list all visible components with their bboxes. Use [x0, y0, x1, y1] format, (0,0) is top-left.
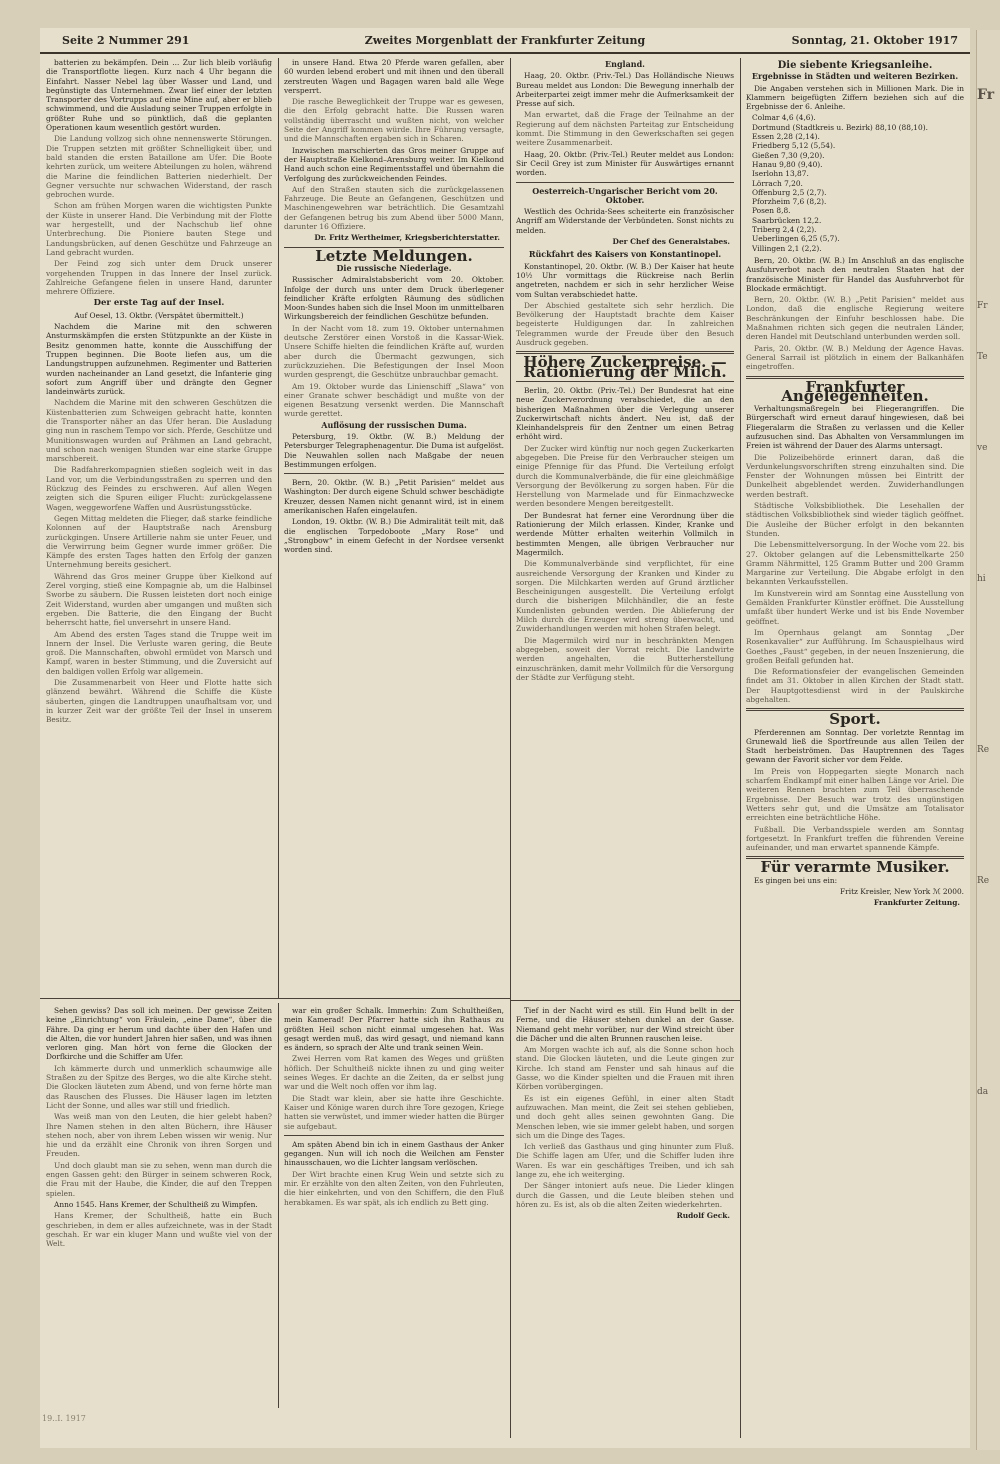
news-item: London, 19. Oktbr. (W. B.) Die Admiralität teilt mit, daß die englischen Torpedoboote „Mary Rose“ und „Strongbow“ in einem Gefecht in der Nordsee versenkt worden sind.: [284, 517, 504, 555]
author-signature: Dr. Fritz Wertheimer, Kriegsberichterstatter.: [314, 233, 500, 243]
section-heading: Höhere Zuckerpreise. — Rationierung der Milch.: [523, 353, 727, 381]
donation-intro: Es gingen bei uns ein:: [754, 875, 838, 885]
donation-signature: Frankfurter Zeitung.: [873, 898, 960, 908]
news-item: Haag, 20. Oktbr. (Priv.-Tel.) Das Holländische Nieuws Bureau meldet aus London: Die Bewegung innerhalb der Arbeiterpartei zeigt immer mehr die Aufmerksamkeit der Presse auf sich.: [516, 71, 734, 109]
list-item: Ueberlingen 6,25 (5,7).: [752, 234, 840, 244]
list-item: Essen 2,28 (2,14).: [752, 132, 820, 142]
list-item: Colmar 4,6 (4,6).: [752, 113, 816, 123]
list-item: Hanau 9,80 (9,40).: [752, 159, 823, 169]
edge-text: Re: [977, 745, 990, 755]
loan-results-list: [752, 113, 964, 252]
section-heading: Oesterreich-Ungarischer Bericht vom 20. Oktober.: [532, 185, 718, 205]
news-item: Konstantinopel, 20. Oktbr. (W. B.) Der Kaiser hat heute 10½ Uhr vormittags die Rückreise nach Berlin angetreten, nachdem er sich in sehr herzlicher Weise vom Sultan verabschiedet hatte.: [516, 261, 734, 299]
feuilleton-col-1: Sehen gewiss? Das soll ich meinen. Der gewisse Zeiten keine „Einrichtung“ von Fräulein, „eine Dame“, über die Fähre. Da ging er herum und dachte über den Hafen und die Alten, die vor hundert Jahren hier saßen, und was ihnen verloren ging. Man hört von ferne die Glocken der Dorfkirche und die Schiffer am Ufer. Ich kämmerte durch und unmerklich schaumwige alle Straßen zu der Spitze des Berges, wo die alte Kirche steht. Die Glocken läuteten zum Abend, und von ferne hörte man das Rauschen des Flusses. Die Häuser lagen im letzten Licht der Sonne, und alles war still und friedlich. Was weiß man von den Leuten, die hier gelebt haben? Ihre Namen stehen in den alten Büchern, ihre Häuser stehen noch, aber von ihrem Leben wissen wir wenig. Nur hie und da erzählt eine Chronik von ihren Sorgen und Freuden. Und doch glaubt man sie zu sehen, wenn man durch die engen Gassen geht: den Bürger in seinem schweren Rock, die Frau mit der Haube, die Kinder, die auf den Treppen spielen. Anno 1545. Hans Kremer, der Schultheiß zu Wimpfen. Hans Kremer, der Schultheiß, hatte ein Buch geschrieben, in dem er alles aufzeichnete, was in der Stadt geschah. Er war ein kluger Mann und wußte viel von der Welt.: [46, 1006, 272, 1249]
newspaper-page: [40, 28, 970, 1448]
article-heading: Der erste Tag auf der Insel.: [93, 298, 225, 309]
issue-date: Sonntag, 21. Oktober 1917: [791, 34, 958, 47]
news-item: Russischer Admiralstabsbericht vom 20. Oktober. Infolge der durch uns unter dem Druck überlegener feindlicher Kräfte erfolgten Räumung des südlichen Moon-Sundes haben sich die Insel Moon im unmittelbaren Wirkungsbereich der feindlichen Geschütze befunden.: [284, 275, 504, 322]
list-item: Dortmund (Stadtkreis u. Bezirk) 88,10 (88,10).: [752, 122, 928, 132]
section-heading: Rückfahrt des Kaisers von Konstantinopel.: [528, 249, 722, 260]
section-subheading: Auflösung der russischen Duma.: [321, 419, 467, 430]
section-heading: Sport.: [829, 710, 881, 729]
list-item: Iserlohn 13,87.: [752, 169, 809, 179]
news-item: Bern, 20. Oktbr. (W. B.) Im Anschluß an das englische Ausfuhrverbot nach den neutralen Staaten hat der französische Minister für Handel das Ausfuhrverbot für Blockade ermächtigt.: [746, 255, 964, 293]
news-item: Der Bundesrat hat ferner eine Verordnung über die Rationierung der Milch erlassen. Kinder, Kranke und werdende Mütter erhalten weiterhin Vollmilch in bestimmten Mengen, alle übrigen Verbraucher nur Magermilch.: [516, 510, 734, 557]
sport-news: Pferderennen am Sonntag. Der vorletzte Renntag im Grunewald ließ die Sportfreunde aus allen Teilen der Stadt herbeiströmen. Das Hauptrennen des Tages gewann der Favorit sicher vor dem Felde.: [746, 727, 964, 765]
author-signature: Der Chef des Generalstabes.: [612, 237, 730, 247]
author-signature: Rudolf Geck.: [676, 1211, 730, 1221]
list-item: Friedberg 5,12 (5,54).: [752, 141, 836, 151]
edge-text: Fr: [977, 301, 988, 311]
list-item: Pforzheim 7,6 (8,2).: [752, 197, 827, 207]
section-heading: England.: [605, 59, 645, 69]
news-item: Petersburg, 19. Oktbr. (W. B.) Meldung der Petersburger Telegraphenagentur. Die Duma ist aufgelöst. Die Neuwahlen sollen nach Maßgabe der neuen Bestimmungen erfolgen.: [284, 431, 504, 469]
list-item: Gießen 7,30 (9,20).: [752, 150, 825, 160]
edge-text: ve: [977, 443, 988, 453]
news-item: Westlich des Ochrida-Sees scheiterte ein französischer Angriff am Widerstande der Verbündeten. Sonst nichts zu melden.: [516, 207, 734, 235]
column-2: in unsere Hand. Etwa 20 Pferde waren gefallen, aber 60 wurden lebend erobert und mit ihnen und den überall zerstreuten Wagen und Bagagen waren bald alle Wege versperrt. Die rasche Beweglichkeit der Truppe war es gewesen, die den Erfolg gebracht hatte. Die Russen waren vollständig überrascht und wußten nicht, von welcher Seite der Angriff kommen würde. Ihre Führung versagte, und die Mannschaften ergaben sich in Scharen. Inzwischen marschierten das Gros meiner Gruppe auf der Hauptstraße Kielkond–Arensburg weiter. Im Kielkond Hand auch schon eine Regimentsstaffel und übernahm die Verfolgung des zurückweichenden Feindes. Auf den Straßen stauten sich die zurückgelassenen Fahrzeuge. Die Beute an Gefangenen, Geschützen und Maschinengewehren war beträchtlich. Die Gesamtzahl der Gefangenen betrug bis zum Abend über 5000 Mann, darunter 16 Offiziere. Dr. Fritz Wertheimer, Kriegsberichterstatter. Letzte Meldungen. Die russische Niederlage. Russischer Admiralstabsbericht vom 20. Oktober. Infolge der durch uns unter dem Druck überlegener feindlicher Kräfte erfolgten Räumung des südlichen Moon-Sundes haben sich die Insel Moon im unmittelbaren Wirkungsbereich der feindlichen Geschütze befunden. In der Nacht vom 18. zum 19. Oktober unternahmen deutsche Zerstörer einen Vorstoß in die Kassar-Wiek. Unsere Schiffe hielten die feindlichen Kräfte auf, wurden aber durch die Übermacht gezwungen, sich zurückzuziehen. Die Befestigungen der Insel Moon wurden gesprengt, die Geschütze unbrauchbar gemacht. Am 19. Oktober wurde das Linienschiff „Slawa“ von einer Granate schwer beschädigt und mußte von der eigenen Besatzung versenkt werden. Die Mannschaft wurde gerettet. Auflösung der russischen Duma. Petersburg, 19. Oktbr. (W. B.) Meldung der Petersburger Telegraphenagentur. Die Duma ist aufgelöst. Die Neuwahlen sollen nach Maßgabe der neuen Bestimmungen erfolgen. Bern, 20. Oktbr. (W. B.) „Petit Parisien“ meldet aus Washington: Der durch eigene Schuld schwer beschädigte Kreuzer, dessen Namen nicht genannt wird, ist in einem amerikanischen Hafen eingelaufen. London, 19. Oktbr. (W. B.) Die Admiralität teilt mit, daß die englischen Torpedoboote „Mary Rose“ und „Strongbow“ in einem Gefecht in der Nordsee versenkt worden sind.: [284, 58, 504, 555]
list-item: Triberg 2,4 (2,2).: [752, 225, 817, 235]
section-intro: Die Angaben verstehen sich in Millionen Mark. Die in Klammern beigefügten Ziffern beziehen sich auf die Ergebnisse der 6. Anleihe.: [746, 83, 964, 112]
edge-text: Fr: [977, 87, 995, 103]
news-item: Berlin, 20. Oktbr. (Priv.-Tel.) Der Bundesrat hat eine neue Zuckerverordnung verabschiedet, die an den bisherigen Maßnahmen über die Verlegung unserer Zuckerwirtschaft nichts ändert. Neu ist, daß der Kleinhandelspreis für den Zentner um einen Betrag erhöht wird.: [516, 385, 734, 442]
article-body: Nachdem die Marine mit den schweren Ansturmskämpfen die ersten Stützpunkte an der Küste in Besitz genommen hatte, konnte die Ausschiffung der Truppen beginnen. Die Boote liefen aus, um die Landungstruppen aufzunehmen. Regimenter und Batterien wurden nacheinander an Land gesetzt, die Infanterie ging sofort zum Angriff über und drängte den Gegner landeinwärts zurück.: [46, 322, 272, 397]
column-4: Die siebente Kriegsanleihe. Ergebnisse in Städten und weiteren Bezirken. Die Angaben verstehen sich in Millionen Mark. Die in Klammern beigefügten Ziffern beziehen sich auf die Ergebnisse der 6. Anleihe. Colmar 4,6 (4,6). Dortmund (Stadtkreis u. Bezirk) 88,10 (88,10). Essen 2,28 (2,14). Friedberg 5,12 (5,54). Gießen 7,30 (9,20). Hanau 9,80 (9,40). Iserlohn 13,87. Lörrach 7,20. Offenburg 2,5 (2,7). Pforzheim 7,6 (8,2). Posen 8,8. Saarbrücken 12,2. Triberg 2,4 (2,2). Ueberlingen 6,25 (5,7). Villingen 2,1 (2,2). Bern, 20. Oktbr. (W. B.) Im Anschluß an das englische Ausfuhrverbot nach den neutralen Staaten hat der französische Minister für Handel das Ausfuhrverbot für Blockade ermächtigt. Bern, 20. Oktbr. (W. B.) „Petit Parisien“ meldet aus London, daß die englische Regierung weitere Beschränkungen der Einfuhr beschlossen habe. Die Maßnahmen richten sich gegen die neutralen Länder, deren Handel mit Deutschland unterbunden werden soll. Paris, 20. Oktbr. (W. B.) Meldung der Agence Havas. General Sarrail ist plötzlich in einem der Balkanhäfen eingetroffen. Frankfurter Angelegenheiten. Verhaltungsmaßregeln bei Fliegerangriffen. Die Bürgerschaft wird erneut darauf hingewiesen, daß bei Fliegeralarm die Straßen zu verlassen und die Keller aufzusuchen sind. Das Abhalten von Versammlungen im Freien ist während der Dauer des Alarms untersagt. Die Polizeibehörde erinnert daran, daß die Verdunkelungsvorschriften streng einzuhalten sind. Die Fenster der Wohnungen müssen bei Eintritt der Dunkelheit abgeblendet werden. Zuwiderhandlungen werden bestraft. Städtische Volksbibliothek. Die Lesehallen der städtischen Volksbibliothek sind wieder täglich geöffnet. Die Ausleihe der Bücher erfolgt in den bekannten Stunden. Die Lebensmittelversorgung. In der Woche vom 22. bis 27. Oktober gelangen auf die Lebensmittelkarte 250 Gramm Nährmittel, 125 Gramm Butter und 200 Gramm Margarine zur Verteilung. Die Abgabe erfolgt in den bekannten Verkaufsstellen. Im Kunstverein wird am Sonntag eine Ausstellung von Gemälden Frankfurter Künstler eröffnet. Die Ausstellung umfaßt über hundert Werke und ist bis Ende November geöffnet. Im Opernhaus gelangt am Sonntag „Der Rosenkavalier“ zur Aufführung. Im Schauspielhaus wird Goethes „Faust“ gegeben, in der neuen Inszenierung, die großen Beifall gefunden hat. Die Reformationsfeier der evangelischen Gemeinden findet am 31. Oktober in allen Kirchen der Stadt statt. Der Hauptgottesdienst wird in der Paulskirche abgehalten. Sport. Pferderennen am Sonntag. Der vorletzte Renntag im Grunewald ließ die Sportfreunde aus allen Teilen der Stadt herbeiströmen. Das Hauptrennen des Tages gewann der Favorit sicher vor dem Felde. Im Preis von Hoppegarten siegte Monarch nach scharfem Endkampf mit einer halben Länge vor Ariel. Die weiteren Rennen brachten zum Teil überraschende Ergebnisse. Der Besuch war trotz des ungünstigen Wetters sehr gut, und die Umsätze am Totalisator erreichten eine beträchtliche Höhe. Fußball. Die Verbandsspiele werden am Sonntag fortgesetzt. In Frankfurt treffen die führenden Vereine aufeinander, und man erwartet spannende Kämpfe. Für verarmte Musiker. Es gingen bei uns ein: Fritz Kreisler, New York ℳ 2000. Frankfurter Zeitung.: [746, 60, 964, 908]
news-item: Haag, 20. Oktbr. (Priv.-Tel.) Reuter meldet aus London: Sir Cecil Grey ist zum Minister für Auswärtiges ernannt worden.: [516, 149, 734, 178]
donation-line: Fritz Kreisler, New York ℳ 2000.: [840, 887, 964, 897]
feuilleton-text: Tief in der Nacht wird es still. Ein Hund bellt in der Ferne, und die Häuser stehen dunkel an der Gasse. Niemand geht mehr vorüber, nur der Wind streicht über die Dächer und die alten Brunnen rauschen leise.: [516, 1006, 734, 1043]
news-item: Bern, 20. Oktbr. (W. B.) „Petit Parisien“ meldet aus Washington: Der durch eigene Schuld schwer beschädigte Kreuzer, dessen Namen nicht genannt wird, ist in einem amerikanischen Hafen eingelaufen.: [284, 478, 504, 516]
feuilleton-text: war ein großer Schalk. Immerhin: Zum Schultheißen, mein Kamerad! Der Pfarrer hatte sich ihn Rathaus zu größten Heil schon nicht einmal umgesehen hat. Was gesagt werden muß, das wird gesagt, und niemand kann es ändern, so sprach der Alte und trank seinen Wein.: [284, 1006, 504, 1053]
newspaper-title: Zweites Morgenblatt der Frankfurter Zeitung: [364, 34, 646, 47]
article-lead: batterien zu bekämpfen. Dein ... Zur lich bleib vorläufig die Transportflotte liegen. Kurz nach 4 Uhr begann die Einfahrt. Nasser Nebel lag über Wasser und Land, und begünstigte das Unternehmen. Zwar lief einer der letzten Transporter des Vortrupps auf eine Mine auf, aber er blieb schwimmend, und die Ausladung seiner Truppen erfolgte in größter Ruhe und so pünktlich, daß die geplanten Operationen kaum wesentlich gestört wurden.: [46, 58, 272, 133]
article-dateline: Auf Oesel, 13. Oktbr. (Verspätet übermittelt.): [74, 310, 244, 320]
feuilleton-text: Am späten Abend bin ich in einem Gasthaus der Anker gegangen. Nun will ich noch die Weilchen am Fenster hinausschauen, wo die Lichter langsam verlöschen.: [284, 1139, 504, 1168]
section-heading: Frankfurter Angelegenheiten.: [781, 377, 929, 405]
edge-text: Re: [977, 876, 990, 886]
section-subheading: Ergebnisse in Städten und weiteren Bezirken.: [751, 71, 959, 82]
next-page-edge: [976, 30, 1000, 1450]
article-lead: in unsere Hand. Etwa 20 Pferde waren gefallen, aber 60 wurden lebend erobert und mit ihnen und den überall zerstreuten Wagen und Bagagen waren bald alle Wege versperrt.: [284, 58, 504, 95]
feuilleton-col-2: war ein großer Schalk. Immerhin: Zum Schultheißen, mein Kamerad! Der Pfarrer hatte sich ihn Rathaus zu größten Heil schon nicht einmal umgesehen hat. Was gesagt werden muß, das wird gesagt, und niemand kann es ändern, so sprach der Alte und trank seinen Wein. Zwei Herren vom Rat kamen des Weges und grüßten höflich. Der Schultheiß nickte ihnen zu und ging weiter seines Weges. Er dachte an die Zeiten, da er selbst jung war und die Welt noch offen vor ihm lag. Die Stadt war klein, aber sie hatte ihre Geschichte. Kaiser und Könige waren durch ihre Tore gezogen, Kriege hatten sie verwüstet, und immer wieder hatten die Bürger sie aufgebaut. Am späten Abend bin ich in einem Gasthaus der Anker gegangen. Nun will ich noch die Weilchen am Fenster hinausschauen, wo die Lichter langsam verlöschen. Der Wirt brachte einen Krug Wein und setzte sich zu mir. Er erzählte von den alten Zeiten, von den Fuhrleuten, die hier einkehrten, und von den Schiffern, die den Fluß herabkamen. Es war spät, als ich endlich zu Bett ging.: [284, 1006, 504, 1207]
page-number: Seite 2 Nummer 291: [62, 34, 190, 47]
section-heading: Für verarmte Musiker.: [760, 858, 950, 877]
masthead: [40, 28, 970, 54]
feuilleton-text: Anno 1545. Hans Kremer, der Schultheiß zu Wimpfen.: [54, 1199, 258, 1209]
list-item: Saarbrücken 12,2.: [752, 215, 822, 225]
list-item: Posen 8,8.: [752, 206, 791, 216]
edge-text: Te: [977, 352, 988, 362]
feuilleton-text: Sehen gewiss? Das soll ich meinen. Der gewisse Zeiten keine „Einrichtung“ von Fräulein, „eine Dame“, über die Fähre. Da ging er herum und dachte über den Hafen und die Alten, die vor hundert Jahren hier saßen, und was ihnen verloren ging. Man hört von ferne die Glocken der Dorfkirche und die Schiffer am Ufer.: [46, 1006, 272, 1062]
edge-text: da: [977, 1087, 989, 1097]
column-3: England. Haag, 20. Oktbr. (Priv.-Tel.) Das Holländische Nieuws Bureau meldet aus London: Die Bewegung innerhalb der Arbeiterpartei zeigt immer mehr die Aufmerksamkeit der Presse auf sich. Man erwartet, daß die Frage der Teilnahme an der Regierung auf dem nächsten Parteitag zur Entscheidung kommt. Die Stimmung in den Gewerkschaften sei gegen weitere Zusammenarbeit. Haag, 20. Oktbr. (Priv.-Tel.) Reuter meldet aus London: Sir Cecil Grey ist zum Minister für Auswärtiges ernannt worden. Oesterreich-Ungarischer Bericht vom 20. Oktober. Westlich des Ochrida-Sees scheiterte ein französischer Angriff am Widerstande der Verbündeten. Sonst nichts zu melden. Der Chef des Generalstabes. Rückfahrt des Kaisers von Konstantinopel. Konstantinopel, 20. Oktbr. (W. B.) Der Kaiser hat heute 10½ Uhr vormittags die Rückreise nach Berlin angetreten, nachdem er sich in sehr herzlicher Weise vom Sultan verabschiedet hatte. Der Abschied gestaltete sich sehr herzlich. Die Bevölkerung der Hauptstadt brachte dem Kaiser begeisterte Huldigungen dar. In zahlreichen Telegrammen wurde der Freude über den Besuch Ausdruck gegeben. Höhere Zuckerpreise. — Rationierung der Milch. Berlin, 20. Oktbr. (Priv.-Tel.) Der Bundesrat hat eine neue Zuckerverordnung verabschiedet, die an den bisherigen Maßnahmen über die Verlegung unserer Zuckerwirtschaft nichts ändert. Neu ist, daß der Kleinhandelspreis für den Zentner um einen Betrag erhöht wird. Der Zucker wird künftig nur noch gegen Zuckerkarten abgegeben. Die Preise für den Verbraucher steigen um einige Pfennige für das Pfund. Die Verteilung erfolgt durch die Kommunalverbände, die für eine gleichmäßige Versorgung der Bevölkerung zu sorgen haben. Für die Herstellung von Marmelade und für Einmachzwecke werden besondere Mengen bereitgestellt. Der Bundesrat hat ferner eine Verordnung über die Rationierung der Milch erlassen. Kinder, Kranke und werdende Mütter erhalten weiterhin Vollmilch in bestimmten Mengen, alle übrigen Verbraucher nur Magermilch. Die Kommunalverbände sind verpflichtet, für eine ausreichende Versorgung der Kranken und Kinder zu sorgen. Die Milchkarten werden auf Grund ärztlicher Bescheinigungen ausgestellt. Die Verteilung erfolgt durch die bisherigen Milchhändler, die an feste Kundenlisten gebunden werden. Die Ablieferung der Milch durch die Erzeuger wird streng überwacht, und Zuwiderhandlungen werden mit hohen Strafen belegt. Die Magermilch wird nur in beschränkten Mengen abgegeben, soweit der Vorrat reicht. Die Landwirte werden angehalten, die Butterherstellung einzuschränken, damit mehr Vollmilch für die Versorgung der Städte zur Verfügung steht.: [516, 59, 734, 682]
section-heading: Letzte Meldungen.: [315, 246, 473, 265]
archive-stamp: 19..I. 1917: [42, 1414, 86, 1423]
article-body: Inzwischen marschierten das Gros meiner Gruppe auf der Hauptstraße Kielkond–Arensburg weiter. Im Kielkond Hand auch schon eine Regimentsstaffel und übernahm die Verfolgung des zurückweichenden Feindes.: [284, 145, 504, 183]
section-heading: Die siebente Kriegsanleihe.: [777, 60, 933, 71]
list-item: Offenburg 2,5 (2,7).: [752, 187, 827, 197]
local-news: Verhaltungsmaßregeln bei Fliegerangriffen. Die Bürgerschaft wird erneut darauf hingewiesen, daß bei Fliegeralarm die Straßen zu verlassen und die Keller aufzusuchen sind. Das Abhalten von Versammlungen im Freien ist während der Dauer des Alarms untersagt.: [746, 404, 964, 451]
column-1: batterien zu bekämpfen. Dein ... Zur lich bleib vorläufig die Transportflotte liegen. Kurz nach 4 Uhr begann die Einfahrt. Nasser Nebel lag über Wasser und Land, und begünstigte das Unternehmen. Zwar lief einer der letzten Transporter des Vortrupps auf eine Mine auf, aber er blieb schwimmend, und die Ausladung seiner Truppen erfolgte in größter Ruhe und so pünktlich, daß die geplanten Operationen kaum wesentlich gestört wurden. Die Landung vollzog sich ohne nennenswerte Störungen. Die Truppen setzten mit größter Schnelligkeit über, und bald standen die ersten Bataillone am Ufer. Die Boote kehrten zurück, um weitere Abteilungen zu holen, während die Marine die feindlichen Batterien niederhielt. Der Gegner versuchte nur schwachen Widerstand, der rasch gebrochen wurde. Schon am frühen Morgen waren die wichtigsten Punkte der Küste in unserer Hand. Die Verbindung mit der Flotte war hergestellt, und der Nachschub lief ohne Unterbrechung. Die Pioniere bauten Stege und Landungsbrücken, auf denen Geschütze und Fahrzeuge an Land gebracht wurden. Der Feind zog sich unter dem Druck unserer vorgehenden Truppen in das Innere der Insel zurück. Zahlreiche Gefangene fielen in unsere Hand, darunter mehrere Offiziere. Der erste Tag auf der Insel. Auf Oesel, 13. Oktbr. (Verspätet übermittelt.) Nachdem die Marine mit den schweren Ansturmskämpfen die ersten Stützpunkte an der Küste in Besitz genommen hatte, konnte die Ausschiffung der Truppen beginnen. Die Boote liefen aus, um die Landungstruppen aufzunehmen. Regimenter und Batterien wurden nacheinander an Land gesetzt, die Infanterie ging sofort zum Angriff über und drängte den Gegner landeinwärts zurück. Nachdem die Marine mit den schweren Geschützen die Küstenbatterien zum Schweigen gebracht hatte, konnten die Transporter näher an das Ufer heran. Die Ausladung ging nun in raschem Tempo vor sich. Pferde, Geschütze und Munitionswagen wurden auf Prähmen an Land gebracht, und schon nach wenigen Stunden war eine starke Gruppe marschbereit. Die Radfahrerkompagnien stießen sogleich weit in das Land vor, um die Verbindungsstraßen zu sperren und den Rückzug des Feindes zu erschweren. Auf allen Wegen zeigten sich die Spuren eiliger Flucht: zurückgelassene Wagen, weggeworfene Waffen und Ausrüstungsstücke. Gegen Mittag meldeten die Flieger, daß starke feindliche Kolonnen auf der Hauptstraße nach Arensburg zurückgingen. Unsere Artillerie nahm sie unter Feuer, und die Verwirrung beim Gegner wurde immer größer. Die Kämpfe des ersten Tages hatten den Erfolg der ganzen Unternehmung bereits gesichert. Während das Gros meiner Gruppe über Kielkond auf Zerel vorging, stieß eine Kompagnie ab, um die Halbinsel Sworbe zu säubern. Die Russen leisteten dort noch einige Zeit Widerstand, wurden aber umgangen und mußten sich ergeben. Die Batterie, die den Eingang der Bucht beherrscht hatte, fiel unversehrt in unsere Hand. Am Abend des ersten Tages stand die Truppe weit im Innern der Insel. Die Verluste waren gering, die Beute groß. Die Mannschaften, obwohl ermüdet von Marsch und Kampf, waren in bester Stimmung, und die Zuversicht auf den baldigen vollen Erfolg war allgemein. Die Zusammenarbeit von Heer und Flotte hatte sich glänzend bewährt. Während die Schiffe die Küste säuberten, gingen die Landtruppen unaufhaltsam vor, und in kurzer Zeit war der größte Teil der Insel in unserem Besitz.: [46, 58, 272, 725]
list-item: Villingen 2,1 (2,2).: [752, 243, 822, 253]
feuilleton-col-3: Tief in der Nacht wird es still. Ein Hund bellt in der Ferne, und die Häuser stehen dunkel an der Gasse. Niemand geht mehr vorüber, nur der Wind streicht über die Dächer und die alten Brunnen rauschen leise. Am Morgen wachte ich auf, als die Sonne schon hoch stand. Die Glocken läuteten, und die Leute gingen zur Kirche. Ich stand am Fenster und sah hinaus auf die Gasse, wo die Kinder spielten und die Frauen mit ihren Körben vorübergingen. Es ist ein eigenes Gefühl, in einer alten Stadt aufzuwachen. Man meint, die Zeit sei stehen geblieben, und doch geht alles seinen gewohnten Gang. Die Menschen leben, wie sie immer gelebt haben, und sorgen sich um die Dinge des Tages. Ich verließ das Gasthaus und ging hinunter zum Fluß. Die Schiffe lagen am Ufer, und die Schiffer luden ihre Waren. Es war ein geschäftiges Treiben, und ich sah lange zu, ehe ich weiterging. Der Sänger intoniert aufs neue. Die Lieder klingen durch die Gassen, und die Leute bleiben stehen und hören zu. Es ist, als ob die alten Zeiten wiederkehrten. Rudolf Geck.: [516, 1006, 734, 1221]
list-item: Lörrach 7,20.: [752, 178, 803, 188]
edge-text: hi: [977, 574, 986, 584]
section-subheading: Die russische Niederlage.: [336, 262, 452, 273]
